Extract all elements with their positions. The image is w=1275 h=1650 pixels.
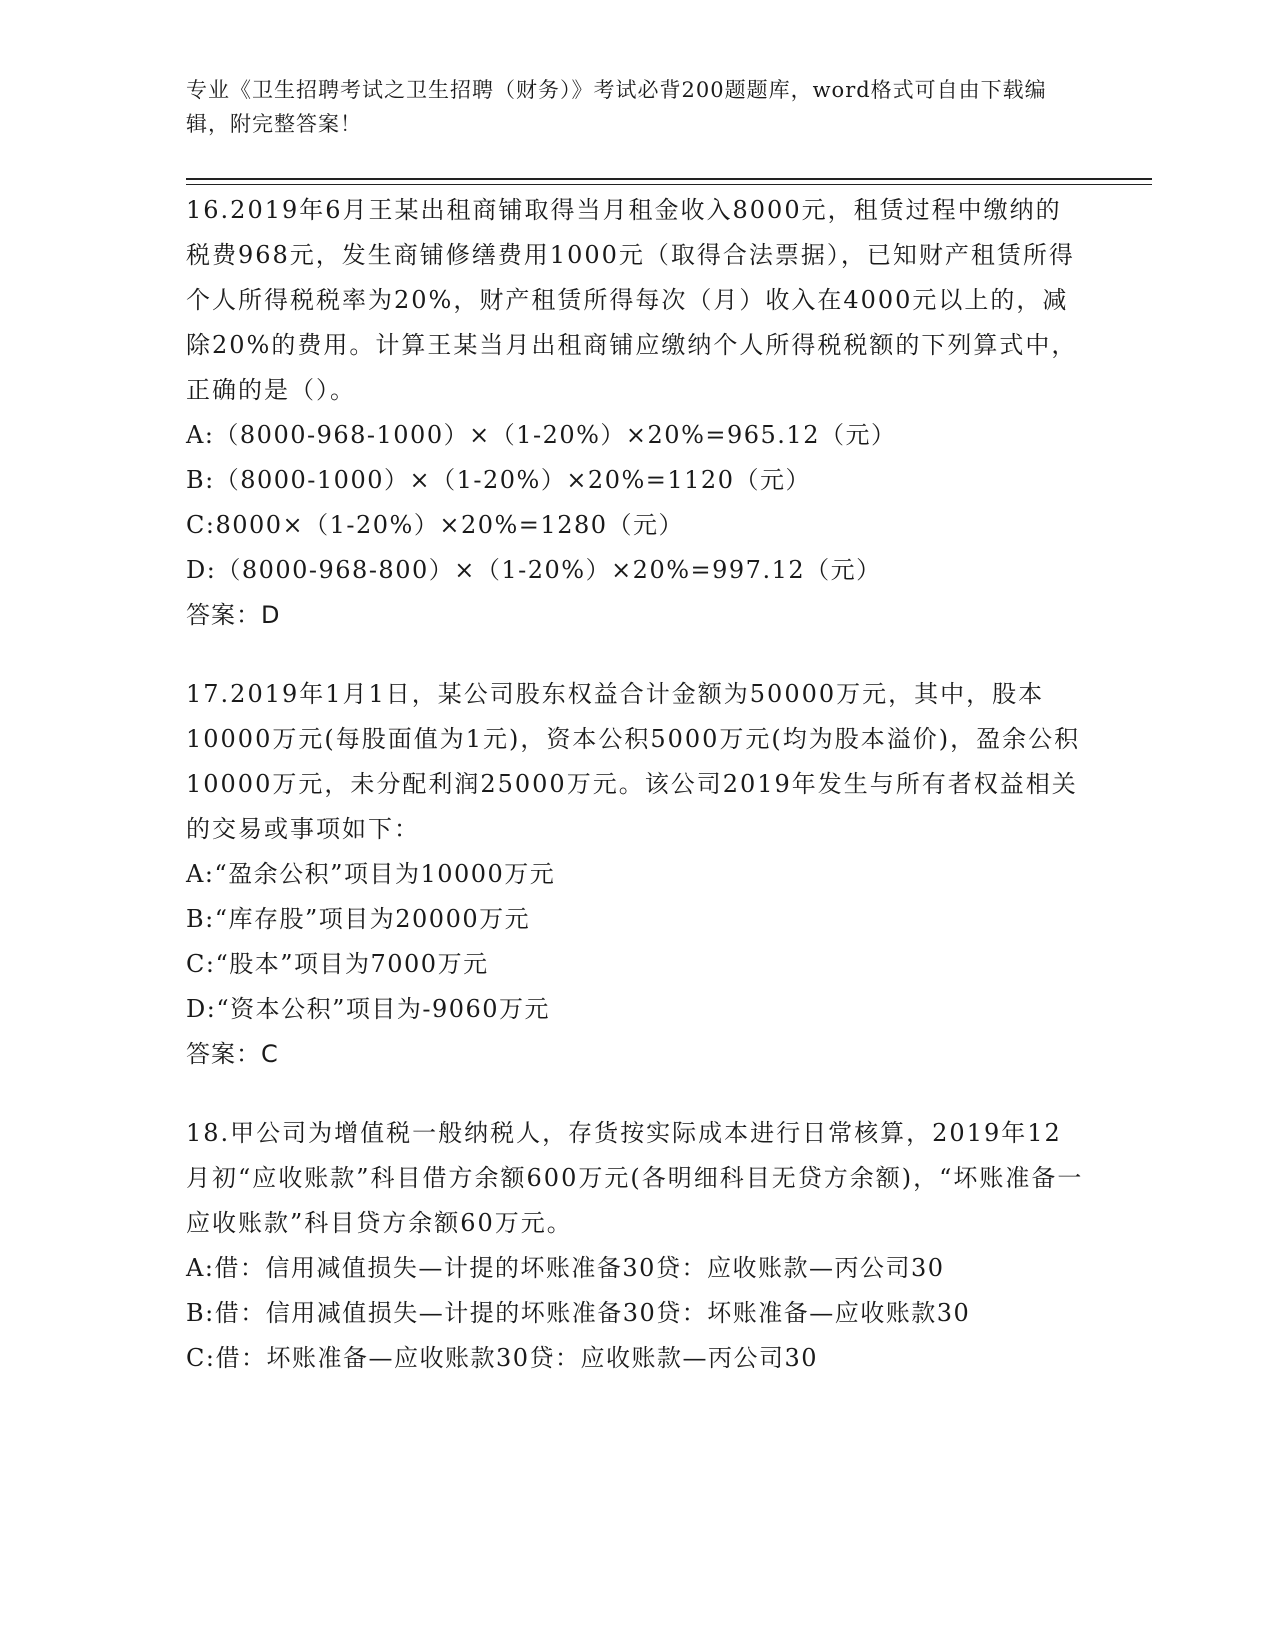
option-b: B:（8000-1000）×（1-20%）×20%=1120（元）: [186, 466, 811, 494]
option-a: A:（8000-968-1000）×（1-20%）×20%=965.12（元）: [186, 421, 897, 449]
answer-text: 答案：D: [186, 601, 281, 629]
question-16: [186, 188, 1086, 638]
answer-text: 答案：C: [186, 1040, 279, 1068]
option-c: C:借：坏账准备—应收账款30贷：应收账款—丙公司30: [186, 1344, 819, 1372]
header-rule-thick: [186, 178, 1152, 180]
option-b: B:借：信用减值损失—计提的坏账准备30贷：坏账准备—应收账款30: [186, 1299, 971, 1327]
option-c: C:8000×（1-20%）×20%=1280（元）: [186, 511, 684, 539]
question-stem: 16.2019年6月王某出租商铺取得当月租金收入8000元，租赁过程中缴纳的税费968元，发生商铺修缮费用1000元（取得合法票据），已知财产租赁所得个人所得税税率为20%，财产租赁所得每次（月）收入在4000元以上的，减除20%的费用。计算王某当月出租商铺应缴纳个人所得税税额的下列算式中，正确的是（）。: [186, 196, 1078, 404]
option-b: B:“库存股”项目为20000万元: [186, 905, 531, 933]
question-18: [186, 1111, 1086, 1381]
question-17: [186, 672, 1086, 1077]
document-header: 专业《卫生招聘考试之卫生招聘（财务）》考试必背200题题库，word格式可自由下载编辑，附完整答案！: [186, 78, 1047, 136]
header-rule-thin: [186, 184, 1152, 185]
question-list: [186, 188, 1086, 1415]
question-stem: 17.2019年1月1日，某公司股东权益合计金额为50000万元，其中，股本10000万元(每股面值为1元)，资本公积5000万元(均为股本溢价)，盈余公积10000万元，未分配利润25000万元。该公司2019年发生与所有者权益相关的交易或事项如下：: [186, 680, 1081, 843]
question-stem: 18.甲公司为增值税一般纳税人，存货按实际成本进行日常核算，2019年12月初“应收账款”科目借方余额600万元(各明细科目无贷方余额)，“坏账准备一应收账款”科目贷方余额60万元。: [186, 1119, 1084, 1237]
option-a: A:借：信用减值损失—计提的坏账准备30贷：应收账款—丙公司30: [186, 1254, 945, 1282]
option-c: C:“股本”项目为7000万元: [186, 950, 489, 978]
option-d: D:（8000-968-800）×（1-20%）×20%=997.12（元）: [186, 556, 882, 584]
option-d: D:“资本公积”项目为-9060万元: [186, 995, 551, 1023]
option-a: A:“盈余公积”项目为10000万元: [186, 860, 556, 888]
